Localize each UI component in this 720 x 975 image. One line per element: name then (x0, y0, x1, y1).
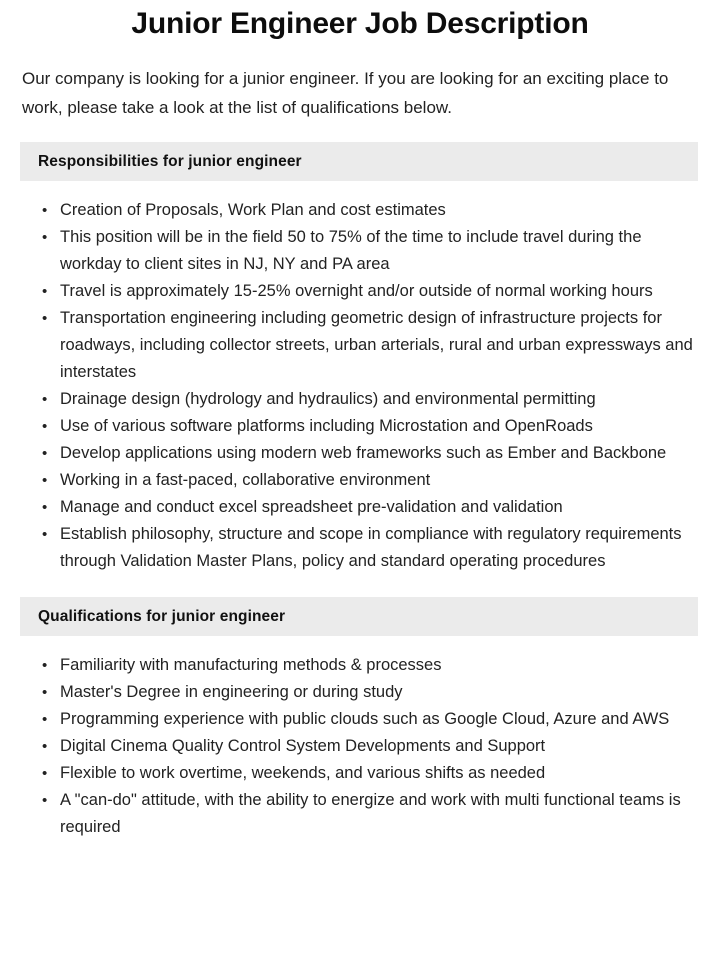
list-item: • Programming experience with public clouds such as Google Cloud, Azure and AWS (60, 706, 700, 733)
qualifications-list (0, 636, 720, 841)
section-heading-label: Responsibilities for junior engineer (38, 152, 302, 170)
list-item: • Creation of Proposals, Work Plan and cost estimates (60, 197, 700, 224)
list-item: • Working in a fast-paced, collaborative environment (60, 467, 700, 494)
list-item: • Travel is approximately 15-25% overnight and/or outside of normal working hours (60, 278, 700, 305)
list-item: • Digital Cinema Quality Control System Developments and Support (60, 733, 700, 760)
section-header-qualifications (20, 597, 698, 636)
responsibilities-list (0, 181, 720, 575)
section-responsibilities (0, 142, 720, 575)
list-item: • This position will be in the field 50 to 75% of the time to include travel during the workday to client sites in NJ, NY and PA area (60, 224, 700, 278)
intro-paragraph: Our company is looking for a junior engineer. If you are looking for an exciting place to work, please take a look at the list of qualifications below. (22, 69, 669, 117)
list-item: • Use of various software platforms including Microstation and OpenRoads (60, 413, 700, 440)
section-heading-label: Qualifications for junior engineer (38, 607, 286, 625)
list-item: • Flexible to work overtime, weekends, and various shifts as needed (60, 760, 700, 787)
list-item: • A "can-do" attitude, with the ability to energize and work with multi functional teams is required (60, 787, 700, 841)
list-item: • Familiarity with manufacturing methods & processes (60, 652, 700, 679)
section-qualifications (0, 597, 720, 841)
list-item: • Develop applications using modern web frameworks such as Ember and Backbone (60, 440, 700, 467)
list-item: • Master's Degree in engineering or during study (60, 679, 700, 706)
section-header-responsibilities (20, 142, 698, 181)
list-item: • Transportation engineering including geometric design of infrastructure projects for roadways, including collector streets, urban arterials, rural and urban expressways and interstates (60, 305, 700, 386)
list-item: • Manage and conduct excel spreadsheet pre-validation and validation (60, 494, 700, 521)
list-item: • Drainage design (hydrology and hydraulics) and environmental permitting (60, 386, 700, 413)
list-item: • Establish philosophy, structure and scope in compliance with regulatory requirements through Validation Master Plans, policy and standard operating procedures (60, 521, 700, 575)
page-title: Junior Engineer Job Description (131, 7, 589, 40)
